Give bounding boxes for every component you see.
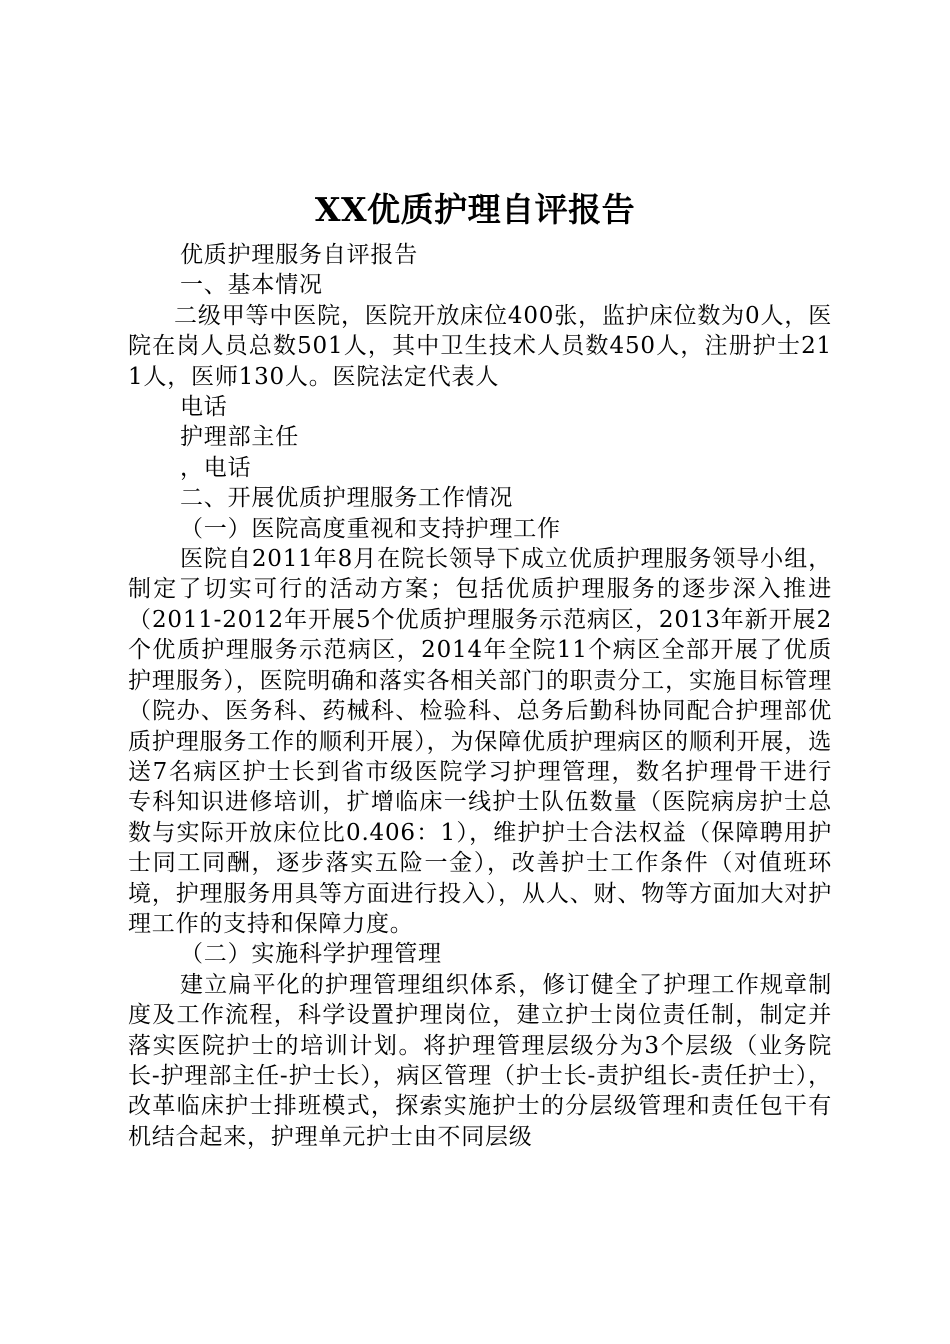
paragraph-director-phone: ，电话 <box>180 454 252 481</box>
paragraph-nursing-director: 护理部主任 <box>180 424 299 451</box>
paragraph-basic-info: 二级甲等中医院，医院开放床位400张，监护床位数为0人，医院在岗人员总数501人，其中卫生技术人员数450人，注册护士211人，医师130人。医院法定代表人 <box>128 302 832 390</box>
heading-basic-info: 一、基本情况 <box>180 272 323 299</box>
paragraph-hospital-support: 医院自2011年8月在院长领导下成立优质护理服务领导小组，制定了切实可行的活动方案；包括优质护理服务的逐步深入推进（2011-2012年开展5个优质护理服务示范病区，2013年新开展2个优质护理服务示范病区，2014年全院11个病区全部开展了优质护理服务），医院明确和落实各相关部门的职责分工，实施目标管理（院办、医务科、药械科、检验科、总务后勤科协同配合护理部优质护理服务工作的顺利开展），为保障优质护理病区的顺利开展，选送7名病区护士长到省市级医院学习护理管理，数名护理骨干进行专科知识进修培训，扩增临床一线护士队伍数量（医院病房护士总数与实际开放床位比0.406：1），维护护士合法权益（保障聘用护士同工同酬，逐步落实五险一金），改善护士工作条件（对值班环境，护理服务用具等方面进行投入），从人、财、物等方面加大对护理工作的支持和保障力度。 <box>128 546 832 937</box>
document-body <box>128 240 832 1152</box>
paragraph-phone: 电话 <box>180 394 228 421</box>
document-title: XX优质护理自评报告 <box>314 190 636 229</box>
paragraph-scientific-management: 建立扁平化的护理管理组织体系，修订健全了护理工作规章制度及工作流程，科学设置护理岗位，建立护士岗位责任制，制定并落实医院护士的培训计划。将护理管理层级分为3个层级（业务院长-护理部主任-护士长），病区管理（护士长-责护组长-责任护士），改革临床护士排班模式，探索实施护士的分层级管理和责任包干有机结合起来，护理单元护士由不同层级 <box>128 971 832 1150</box>
subheading-hospital-support: （一）医院高度重视和支持护理工作 <box>180 515 561 542</box>
heading-work-status: 二、开展优质护理服务工作情况 <box>180 485 514 512</box>
paragraph-subtitle: 优质护理服务自评报告 <box>180 242 418 268</box>
subheading-scientific-management: （二）实施科学护理管理 <box>180 941 442 968</box>
